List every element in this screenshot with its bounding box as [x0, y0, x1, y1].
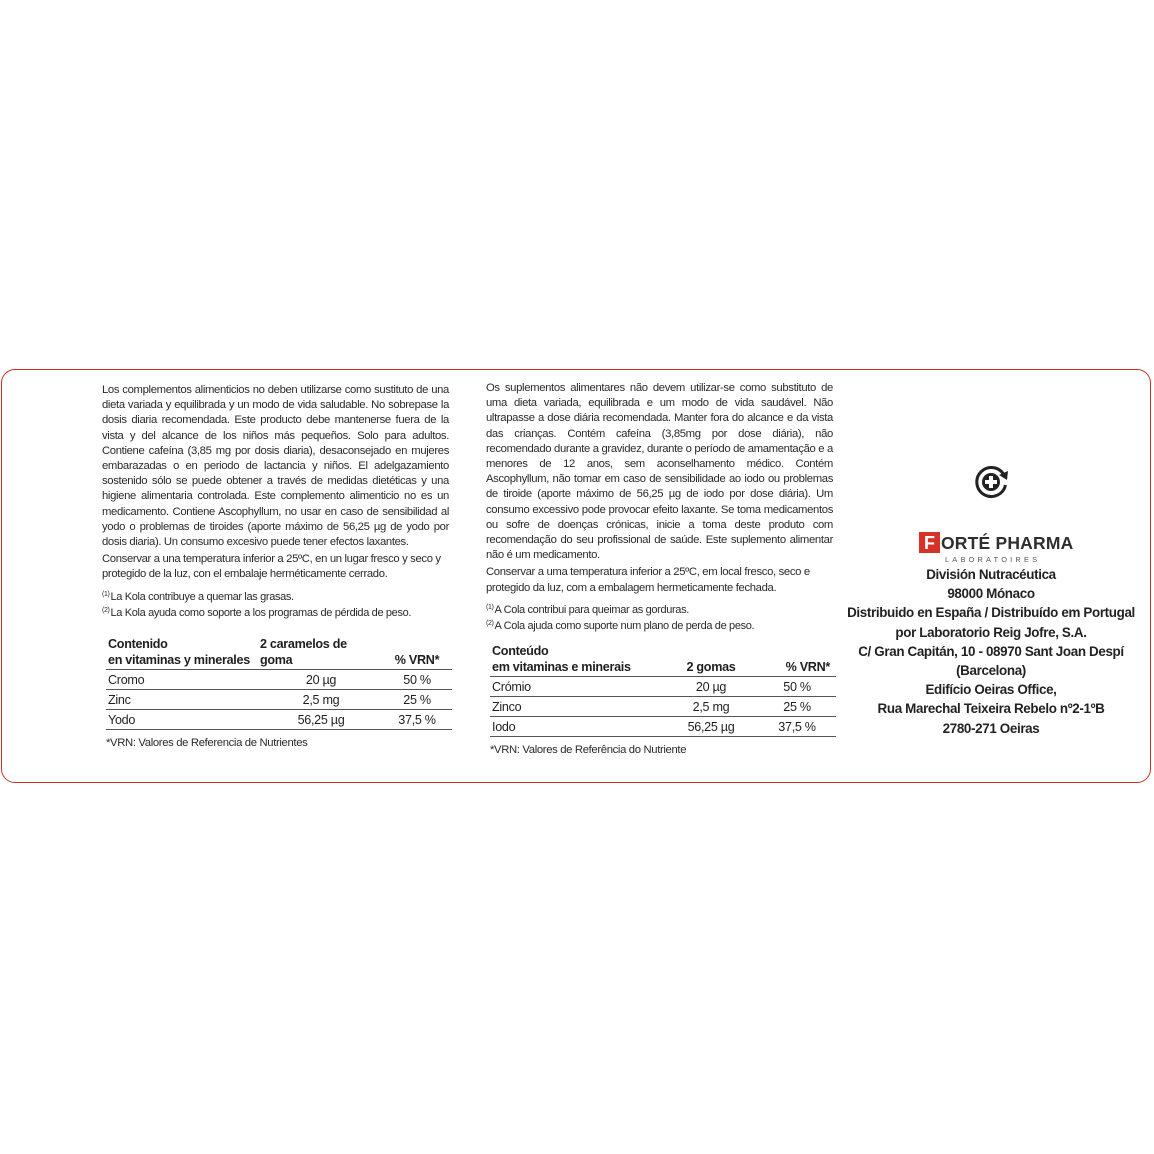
address-line: por Laboratorio Reig Jofre, S.A. [895, 624, 1087, 640]
portuguese-notes [486, 601, 833, 633]
note-text: A Cola contribui para queimar as gorduras. [494, 603, 689, 616]
address-line: 98000 Mónaco [947, 586, 1035, 602]
spanish-storage-text: Conservar a una temperatura inferior a 25ºC, en un lugar fresco y seco y protegido de la luz, con el embalaje herméticamente cerrado. [102, 553, 441, 581]
header-line-1: Contenido [108, 636, 168, 651]
note-marker: (1) [486, 603, 494, 611]
note-text: La Kola contribuye a quemar las grasas. [110, 590, 294, 603]
header-nutrient [490, 643, 664, 677]
address-line: Rua Marechal Teixeira Rebelo nº2-1ºB [877, 701, 1105, 717]
spanish-note-2 [102, 604, 449, 620]
nutrient-name: Iodo [490, 716, 664, 736]
portuguese-nutrition-table [490, 643, 836, 737]
note-marker: (1) [102, 590, 110, 598]
brand-column [846, 462, 1136, 738]
table-row [106, 689, 452, 709]
portuguese-warning-text: Os suplementos alimentares não devem utilizar-se como substituto de uma dieta variada, equilibrada e um modo de vida saudável. Não ultrapasse a dose diária recomendada. Manter fora do alcance e da vista das crianças. Contém cafeína (3,85mg por dose diária), não recomendado durante a gravidez, durante o período de amamentação e a menores de 12 anos, sem aconselhamento médico. Contém Ascophyllum, não tomar em caso de sensibilidade ao iodo ou problemas de tiroide (aporte máximo de 56,25 µg de iodo por dose diária). Um consumo excessivo pode provocar efeito laxante. Se toma medicamentos ou sofre de doenças crónicas, inicie a toma deste produto com recomendação do seu profissional de saúde. Este suplemento alimentar não é um medicamento. [486, 382, 833, 562]
table-header-row [106, 636, 452, 670]
address-line: C/ Gran Capitán, 10 - 08970 Sant Joan Despí [858, 643, 1124, 659]
nutrient-name: Crómio [490, 676, 664, 696]
header-nutrient [106, 636, 260, 670]
spanish-warning-text: Los complementos alimenticios no deben utilizarse como sustituto de una dieta variada y equilibrada y un modo de vida saludable. No sobrepase la dosis diaria recomendada. Este producto debe mantenerse fuera de la vista y del alcance de los niños más pequeños. Solo para adultos. Contiene cafeína (3,85 mg por dosis diaria), desaconsejado en mujeres embarazadas o en periodo de lactancia y niños. El adelgazamiento sostenido sólo se puede obtener a través de medidas dietéticas y una higiene alimentaria controlada. Este complemento alimenticio no es un medicamento. Contiene Ascophyllum, no usar en caso de sensibilidad al yodo o problemas de tiroides (aporte máximo de 56,25 µg de yodo por dosis diaria). Un consumo excesivo puede tener efectos laxantes. [102, 384, 449, 549]
portuguese-note-1 [486, 601, 833, 617]
nutrient-amount: 2,5 mg [664, 696, 758, 716]
distributor-address [846, 565, 1136, 738]
forte-pharma-logo [846, 532, 1136, 568]
nutrient-vrn: 50 % [758, 676, 836, 696]
nutrient-name: Zinc [106, 689, 260, 709]
header-dose: 2 caramelos de goma [260, 636, 382, 670]
nutrient-amount: 56,25 µg [664, 716, 758, 736]
table-row [106, 669, 452, 689]
nutrient-amount: 20 µg [260, 669, 382, 689]
nutrient-name: Zinco [490, 696, 664, 716]
portuguese-storage-text: Conservar a uma temperatura inferior a 25ºC, em local fresco, seco e protegido da luz, com a embalagem hermeticamente fechada. [486, 566, 810, 594]
nutrient-vrn: 37,5 % [382, 709, 452, 729]
nutrient-amount: 2,5 mg [260, 689, 382, 709]
note-text: A Cola ajuda como suporte num plano de perda de peso. [494, 619, 755, 632]
spanish-footnote: *VRN: Valores de Referencia de Nutrientes [106, 736, 308, 749]
table-row [490, 676, 836, 696]
header-line-2: en vitaminas y minerales [108, 652, 250, 667]
table-row [106, 709, 452, 729]
nutrient-amount: 56,25 µg [260, 709, 382, 729]
recycle-cross-icon [971, 462, 1011, 502]
portuguese-note-2 [486, 617, 833, 633]
nutrient-name: Cromo [106, 669, 260, 689]
nutrient-vrn: 37,5 % [758, 716, 836, 736]
logo-initial: F [919, 532, 940, 553]
table-row [490, 716, 836, 736]
header-line-1: Conteúdo [492, 643, 549, 658]
note-marker: (2) [102, 606, 110, 614]
nutrient-vrn: 25 % [758, 696, 836, 716]
table-header-row [490, 643, 836, 677]
nutrient-vrn: 25 % [382, 689, 452, 709]
portuguese-column [486, 381, 833, 758]
logo-subtitle: LABORATOIRES [945, 555, 1041, 564]
spanish-column [102, 383, 449, 751]
address-line: Distribuido en España / Distribuído em Portugal [847, 605, 1135, 621]
nutrient-amount: 20 µg [664, 676, 758, 696]
address-line: División Nutracéutica [926, 567, 1056, 582]
logo-wordmark: ORTÉ PHARMA [941, 533, 1074, 553]
table-row [490, 696, 836, 716]
header-dose: 2 gomas [664, 643, 758, 677]
note-text: La Kola ayuda como soporte a los programas de pérdida de peso. [110, 606, 412, 619]
header-line-2: em vitaminas e minerais [492, 659, 631, 674]
spanish-notes [102, 588, 449, 620]
note-marker: (2) [486, 619, 494, 627]
spanish-nutrition-table [106, 636, 452, 730]
spanish-note-1 [102, 588, 449, 604]
header-vrn: % VRN* [758, 643, 836, 677]
nutrient-vrn: 50 % [382, 669, 452, 689]
nutrient-name: Yodo [106, 709, 260, 729]
address-line: (Barcelona) [956, 663, 1026, 679]
portuguese-footnote: *VRN: Valores de Referência do Nutriente [490, 743, 687, 756]
address-line: Edifício Oeiras Office, [925, 682, 1057, 698]
header-vrn: % VRN* [382, 636, 452, 670]
address-line: 2780-271 Oeiras [942, 720, 1040, 736]
